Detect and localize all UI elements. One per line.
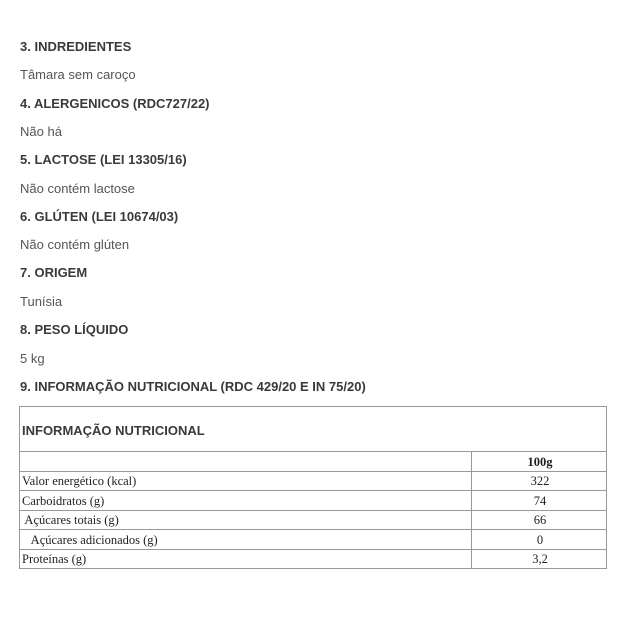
section-lactose-heading: 5. LACTOSE (LEI 13305/16) — [20, 152, 187, 167]
section-gluten-text: Não contém glúten — [20, 237, 130, 252]
table-divider — [20, 451, 606, 452]
table-row-value: 0 — [536, 533, 544, 547]
section-weight-heading: 8. PESO LÍQUIDO — [20, 322, 129, 337]
column-header-100g: 100g — [527, 455, 553, 469]
section-nutrition-heading: 9. INFORMAÇÃO NUTRICIONAL (RDC 429/20 E IN 75/20) — [20, 379, 366, 394]
table-row-value: 3,2 — [532, 552, 548, 566]
table-row-value: 322 — [530, 474, 550, 488]
table-row-value: 74 — [533, 494, 547, 508]
table-divider — [20, 529, 606, 530]
section-origin-heading: 7. ORIGEM — [20, 265, 88, 280]
table-row-label: Carboidratos (g) — [22, 494, 105, 508]
section-ingredients-heading: 3. INDREDIENTES — [20, 39, 132, 54]
table-row-value: 66 — [533, 513, 547, 527]
section-ingredients-text: Tâmara sem caroço — [20, 67, 136, 82]
section-lactose-text: Não contém lactose — [20, 181, 135, 196]
nutrition-table-title: INFORMAÇÃO NUTRICIONAL — [22, 423, 205, 438]
table-row-label: Açúcares adicionados (g) — [22, 533, 158, 547]
table-row-label: Valor energético (kcal) — [22, 474, 137, 488]
table-row-label: Açúcares totais (g) — [22, 513, 119, 527]
section-origin-text: Tunísia — [20, 294, 63, 309]
table-divider — [20, 549, 606, 550]
table-row-label: Proteínas (g) — [22, 552, 87, 566]
table-divider — [20, 471, 606, 472]
table-divider — [20, 510, 606, 511]
nutrition-table — [19, 406, 607, 569]
table-divider — [20, 490, 606, 491]
section-allergens-heading: 4. ALERGENICOS (RDC727/22) — [20, 96, 210, 111]
section-weight-text: 5 kg — [20, 351, 45, 366]
section-allergens-text: Não há — [20, 124, 62, 139]
section-gluten-heading: 6. GLÚTEN (LEI 10674/03) — [20, 209, 179, 224]
